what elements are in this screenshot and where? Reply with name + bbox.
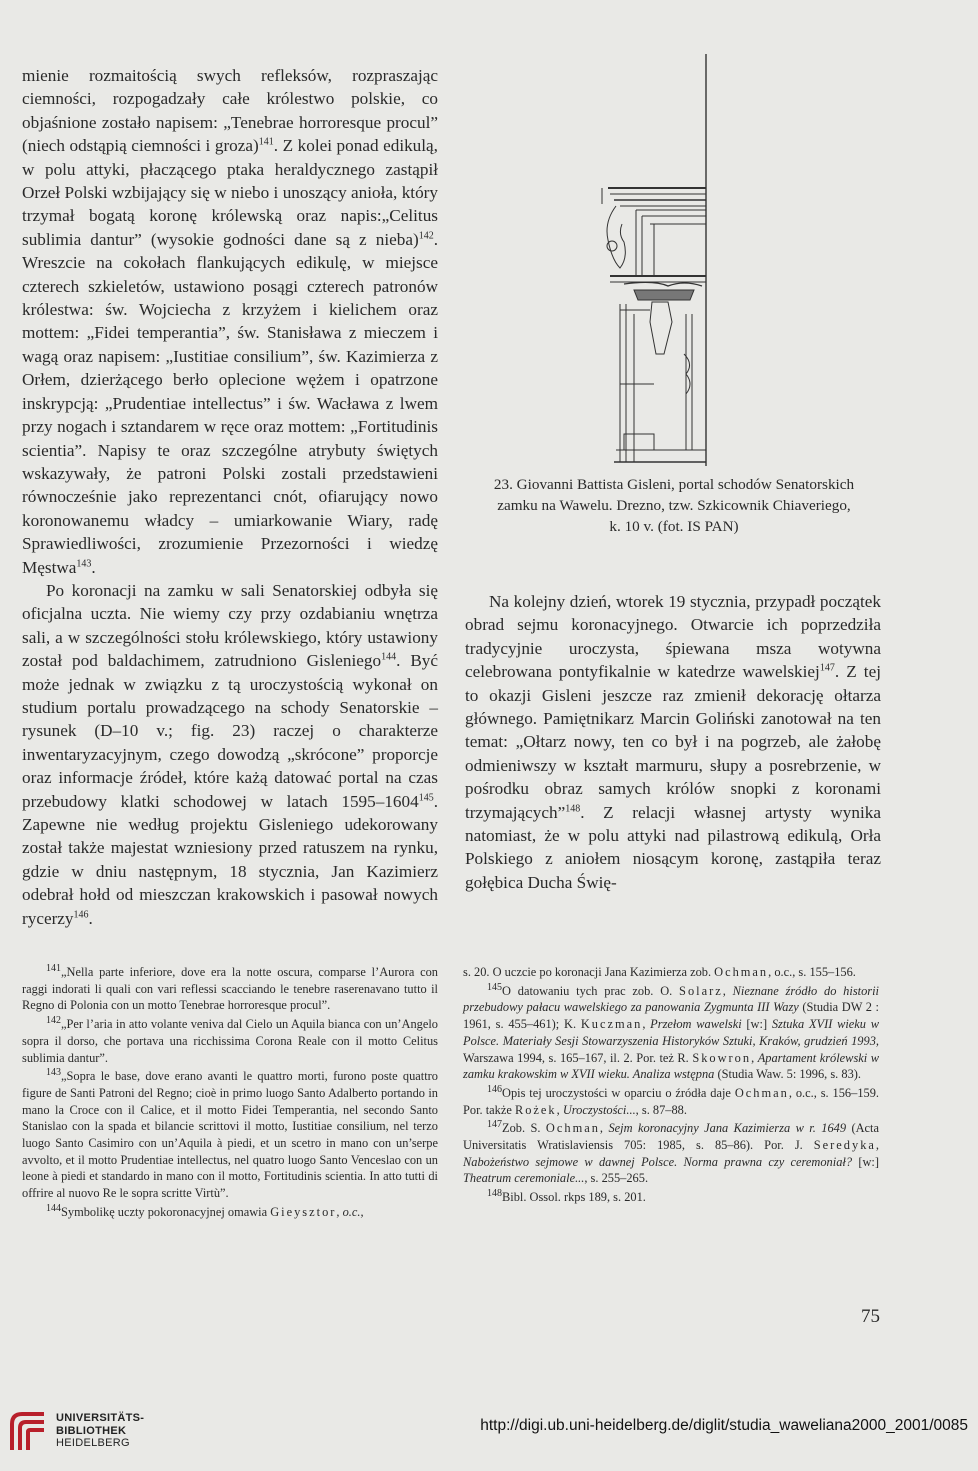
footnote-ref[interactable]: 143 (76, 557, 92, 569)
figure-caption: 23. Giovanni Battista Gisleni, portal schodów Senatorskich zamku na Wawelu. Drezno, tzw. Szkicownik Chiaveriego, k. 10 v. (fot. IS PAN) (493, 476, 855, 535)
library-logo[interactable] (8, 1410, 168, 1454)
main-text-right-column (465, 590, 881, 894)
page-number: 75 (861, 1306, 880, 1327)
footnote: $^{147}$Zob. S. Ochman, Sejm koronacyjny Jana Kazimierza w r. 1649 (Acta Universitatis Wratislaviensis 705: 1985, s. 85–86). Por. J. Seredyka, Nabożeństwo sejmowe w dawnej Polsce. Norma prawna czy ceremoniał? [w:] Theatrum ceremoniale..., s. 255–265. (463, 1119, 879, 1186)
library-name: UNIVERSITÄTS- BIBLIOTHEK HEIDELBERG (56, 1412, 145, 1449)
footnote: $^{144}$Symbolikę uczty pokoronacyjnej omawia Gieysztor, o.c., (46, 1202, 364, 1219)
footnote: $^{145}$O datowaniu tych prac zob. O. Solarz, Nieznane źródło do historii przebudowy pałacu wawelskiego za panowania Zygmunta III Wazy (Studia DW 2 : 1961, s. 455–461); K. Kuczman, Przełom wawelski [w:] Sztuka XVII wieku w Polsce. Materiały Sesji Stowarzyszenia Historyków Sztuki, Kraków, grudzień 1993, Warszawa 1994, s. 165–167, il. 2. Por. też R. Skowron, Apartament królewski w zamku krakowskim w XVII wieku. Analiza wstępna (Studia Waw. 5: 1996, s. 83). (463, 981, 880, 1082)
portal-drawing-figure (594, 54, 720, 466)
paragraph: mienie rozmaitością swych refleksów, rozpraszając ciemności, rozpogadzały całe królestwo polskie, co objaśnione zostało napisem: „Tenebrae horroresque procul” (niech odstąpią ciemności i groza)$^{141}$. Z kolei ponad edikulą, w polu attyki, płaczącego ptaka heraldycznego zastąpił Orzeł Polski wzbijający się w niebo i unoszący anioła, który trzymał bogatą koronę królewską oraz napis:„Celitus sublimia dantur” (wysokie godności dane są z nieba)$^{142}$. Wreszcie na cokołach flankujących edikulę, w miejsce czterech szkieletów, ustawiono posągi czterech patronów królestwa: św. Wojciecha z krzyżem i kielichem oraz mottem: „Fidei temperantia”, św. Stanisława z mieczem i wagą oraz napisem: „Iustitiae consilium”, św. Kazimierza z Orłem, dzierżącego berło oplecione wężem i opatrzone inskrypcją: „Prudentiae intellectus” i św. Wacława z lwem przy nogach i sztandarem w ręce oraz mottem: „Fortitudinis scientia”. Napisy te oraz szczególne atrybuty świętych wskazywały, że patroni Polski zostali przedstawieni równocześnie jako reprezentanci cnót, ofiarujący nowo koronowanemu władcy – umiarkowanie Wiary, radę Sprawiedliwości, zrozumienie Przezorności i wiedzę Męstwa$^{143}$. (22, 66, 438, 577)
footnote: $^{143}$„Sopra le base, dove erano avanti le quattro morti, furono poste quattro figure de Santi Patroni del Regno; cioè in primo luogo Santo Adalberto portando in mano la Croce con il Calice, et il motto Fidei Temperantia, nel secondo Santo Stanislao con la spada et bilancie scrittovi il motto, Iustitiae consilium, nel terzo luogo Santo Casimiro con un’Aquila à piedi, et un scetro in mano con un’serpe avvolto, et il motto Prudentiae intellectus, nel quatro luogo Santo Venceslao con un leone à piedi et standardo in mano con il motto, Fortitudinis scientia. In atto tutti di offrire al nuovo Re le sopra scritte Virtù”. (22, 1067, 438, 1201)
portal-drawing (594, 54, 720, 466)
paragraph: Na kolejny dzień, wtorek 19 stycznia, przypadł początek obrad sejmu koronacyjnego. Otwarcie ich poprzedziła tradycyjnie uroczysta, śpiewana msza wotywna celebrowana pontyfikalnie w katedrze wawelskiej$^{147}$. Z tej to okazji Gisleni jeszcze raz zmienił dekorację ołtarza głównego. Pamiętnikarz Marcin Goliński zanotował na ten temat: „Ołtarz nowy, ten co był i na pogrzeb, ale żałobę odmieniwszy w kształt marmuru, słupy a posrebrzenie, w pośrodku obraz samych królów snopki z koronami trzymających”$^{148}$. Z relacji własnej artysty wynika natomiast, że w polu attyki nad pilastrową edikulą, Orła Polskiego z aniołem niosącym koronę, zastąpiła teraz gołębica Ducha Świę- (465, 592, 881, 892)
footnote: $^{141}$„Nella parte inferiore, dove era la notte oscura, comparse l’Aurora con raggi indorati li quali con vari reflessi scacciando le tenebre raserenavano tutto il Regno di Polonia con un motto Tenebrae horroresque procul”. (22, 962, 438, 1013)
footnotes-right (463, 964, 879, 1208)
footnote-ref[interactable]: 141 (258, 136, 274, 148)
footnote-ref[interactable]: 148 (565, 802, 581, 814)
footnote-continuation: s. 20. O uczcie po koronacji Jana Kazimierza zob. Ochman, o.c., s. 155–156. (463, 965, 856, 979)
library-logo-icon (8, 1410, 48, 1452)
footnote: $^{146}$Opis tej uroczystości w oparciu o źródła daje Ochman, o.c., s. 156–159. Por. także Rożek, Uroczystości..., s. 87–88. (463, 1083, 880, 1117)
paragraph: Po koronacji na zamku w sali Senatorskiej odbyła się oficjalna uczta. Nie wiemy czy przy ozdabianiu wnętrza sali, a w szczególności stołu królewskiego, który ustawiony został pod baldachimem, zatrudniono Gisleniego$^{144}$. Być może jednak w związku z tą uroczystością wykonał on studium portalu prowadzącego na schody Senatorskie – rysunek (D–10 v.; fig. 23) raczej o charakterze inwentaryzacyjnym, czego dowodzą „skrócone” proporcje oraz informacje źródeł, które każą datować portal na czas przebudowy klatki schodowej w latach 1595–1604$^{145}$. Zapewne nie według projektu Gisleniego udekorowany został także majestat wzniesiony przed ratuszem na rynku, gdzie w dniu następnym, 18 stycznia, Jan Kazimierz odebrał hołd od mieszczan krakowskich i pasował nowych rycerzy$^{146}$. (22, 580, 439, 928)
footnote-ref[interactable]: 146 (73, 908, 89, 920)
footnotes-left (22, 964, 438, 1223)
main-text-left-column (22, 64, 438, 930)
footnote-ref[interactable]: 142 (418, 230, 434, 242)
footnote-ref[interactable]: 144 (381, 651, 397, 663)
footnote: $^{142}$„Per l’aria in atto volante veniva dal Cielo un Aquila bianca con un’Angelo sopra il dorso, che portava una ricchissima Corona Reale con il motto Celitus sublimia dantur”. (22, 1014, 438, 1065)
footnote-ref[interactable]: 145 (418, 791, 434, 803)
source-url[interactable]: http://digi.ub.uni-heidelberg.de/diglit/studia_waweliana2000_2001/0085 (480, 1417, 968, 1434)
footnote: $^{148}$Bibl. Ossol. rkps 189, s. 201. (487, 1188, 646, 1205)
footnote-ref[interactable]: 147 (819, 662, 835, 674)
